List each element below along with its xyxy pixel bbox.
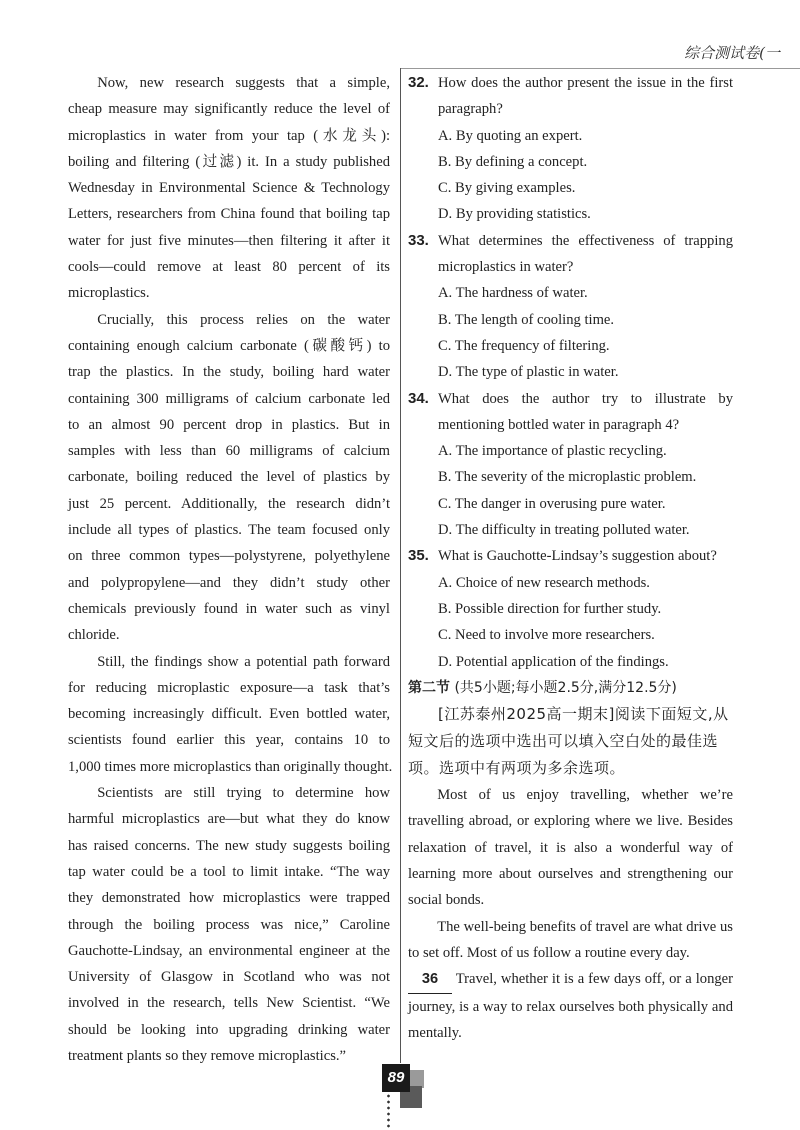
passage-paragraph [68, 649, 393, 780]
passage-line: tap water could be a tool to limit intake. “The way [68, 863, 390, 880]
passage-line: involved in the research, tells New Scientist. “We [68, 995, 390, 1012]
passage-line: and polypropylene—and they didn’t study other [68, 574, 390, 591]
passage-line: University of Glasgow in Scotland who was not [68, 969, 390, 986]
answer-option[interactable]: A. The hardness of water. [438, 285, 588, 302]
question-item [408, 70, 733, 228]
reading-paragraph-3 [408, 966, 733, 1046]
page-number: 89 [382, 1064, 410, 1092]
answer-option[interactable]: B. Possible direction for further study. [438, 600, 662, 617]
answer-option[interactable]: D. By providing statistics. [438, 206, 591, 223]
passage-line: becoming increasingly difficult. Even bottled water, [68, 706, 390, 723]
passage-line: microplastics in water from your tap (水龙头): [68, 127, 390, 144]
passage-line: scientists found earlier this year, contains 10 to [68, 732, 390, 749]
question-item [408, 386, 733, 544]
passage-line: microplastics. [68, 285, 150, 302]
passage-line: just 25 percent. Additionally, the research didn’t [68, 495, 390, 512]
passage-line: samples with less than 60 milligrams of calcium [68, 443, 390, 460]
passage-line: carbonate, boiling reduced the level of plastics by [68, 469, 390, 486]
passage-paragraph [68, 307, 390, 649]
answer-option[interactable]: B. By defining a concept. [438, 153, 588, 170]
passage-line: Still, the findings show a potential path forward [97, 653, 390, 670]
question-number: 34. [408, 389, 429, 407]
passage-line: on three common types—polystyrene, polyethylene [68, 548, 390, 565]
passage-line: Wednesday in Environmental Science & Technology [68, 180, 390, 197]
answer-option[interactable]: A. The importance of plastic recycling. [438, 443, 667, 460]
passage-paragraph [68, 780, 390, 1069]
passage-line: cheap measure may significantly reduce the level of [68, 101, 390, 118]
answer-option[interactable]: D. The type of plastic in water. [438, 364, 619, 381]
question-number: 32. [408, 74, 429, 91]
header-rule [400, 68, 800, 69]
passage-line: cools—could remove at least 80 percent of its [68, 259, 390, 276]
passage-line: through the boiling process was nice,” Caroline [68, 916, 390, 933]
blank-36-text: Travel, whether it is a few days off, or a longer journey, is a way to relax ourselves both physically and mentally. [408, 971, 733, 1041]
question-text-line: mentioning bottled water in paragraph 4? [438, 416, 680, 433]
blank-36[interactable]: 36 [408, 966, 452, 993]
passage-line: Scientists are still trying to determine how [97, 785, 390, 802]
question-stem [408, 228, 733, 281]
answer-option[interactable]: C. Need to involve more researchers. [438, 627, 655, 644]
passage-line: Now, new research suggests that a simple, [97, 75, 390, 91]
passage-line: Letters, researchers from China found that boiling tap [68, 206, 390, 223]
passage-line: harmful microplastics are—but what they do know [68, 811, 390, 828]
section-instructions: [江苏泰州2025高一期末]阅读下面短文,从短文后的选项中选出可以填入空白处的最佳选项。选项中有两项为多余选项。 [408, 705, 729, 778]
passage-line: should be looking into upgrading drinking water [68, 1021, 390, 1038]
question-stem [408, 386, 733, 439]
passage-line: trap the plastics. In the study, boiling hard water [68, 364, 390, 381]
passage-line: chloride. [68, 627, 120, 644]
passage-line: Gauchotte-Lindsay, an environmental engineer at the [68, 942, 390, 959]
question-text-line: What does the author try to illustrate by [438, 390, 733, 407]
question-text-line: microplastics in water? [438, 259, 574, 276]
passage-line: chemicals previously found in water such as vinyl [68, 600, 390, 617]
question-list [408, 70, 733, 675]
column-divider [400, 68, 401, 1063]
passage-line: include all types of plastics. The team focused only [68, 522, 390, 539]
passage-line: Crucially, this process relies on the water [97, 311, 390, 328]
passage-line: treatment plants so they remove microplastics.” [68, 1047, 347, 1064]
question-item [408, 543, 733, 674]
questions-column [408, 70, 733, 1046]
question-text [438, 228, 733, 281]
passage-line: they demonstrated how microplastics were trapped [68, 890, 390, 907]
dotted-line [387, 1093, 390, 1129]
passage-line: boiling and filtering (过滤) it. In a study published [68, 153, 390, 170]
section-title: 第二节 [408, 679, 450, 696]
reading-paragraph-2: The well-being benefits of travel are what drive us to set off. Most of us follow a routine every day. [408, 918, 733, 961]
answer-option[interactable]: B. The severity of the microplastic problem. [438, 469, 697, 486]
passage-line: 1,000 times more microplastics than originally thought. [68, 758, 393, 775]
question-text-line: paragraph? [438, 101, 503, 118]
answer-option[interactable]: A. By quoting an expert. [438, 127, 583, 144]
section-detail: (共5小题;每小题2.5分,满分12.5分) [454, 679, 677, 696]
reading-paragraph-1: Most of us enjoy travelling, whether we’re travelling abroad, or exploring where we live. Besides relaxation of travel, it is also a wonderful way of learning more about ourselves and strengthening our social bonds. [408, 787, 733, 909]
passage-line: water for just five minutes—then filtering it after it [68, 232, 390, 249]
passage-line: for reducing microplastic exposure—a task that’s [68, 679, 390, 696]
passage-column [68, 70, 393, 1069]
passage-line: to an almost 90 percent drop in plastics. But in [68, 416, 390, 433]
question-item [408, 228, 733, 386]
passage-line: containing 300 milligrams of calcium carbonate led [68, 390, 390, 407]
question-text-line: What determines the effectiveness of trapping [438, 232, 733, 249]
answer-option[interactable]: D. Potential application of the findings. [438, 653, 669, 670]
question-number: 33. [408, 231, 429, 249]
answer-option[interactable]: A. Choice of new research methods. [438, 574, 650, 591]
passage-line: containing enough calcium carbonate (碳酸钙) to [68, 337, 390, 354]
question-text [438, 70, 733, 123]
answer-option[interactable]: D. The difficulty in treating polluted water. [438, 522, 690, 539]
question-text-line: What is Gauchotte-Lindsay’s suggestion about? [438, 548, 717, 565]
page-header-title: 综合测试卷(一 [684, 44, 780, 62]
passage-line: has raised concerns. The new study suggests boiling [68, 837, 390, 854]
question-text [438, 386, 733, 439]
question-text [438, 543, 733, 569]
answer-option[interactable]: B. The length of cooling time. [438, 311, 615, 328]
section-heading [408, 675, 733, 701]
question-number: 35. [408, 547, 429, 565]
question-text-line: How does the author present the issue in the first [438, 75, 733, 91]
answer-option[interactable]: C. The danger in overusing pure water. [438, 495, 666, 512]
answer-option[interactable]: C. By giving examples. [438, 180, 576, 197]
answer-option[interactable]: C. The frequency of filtering. [438, 337, 610, 354]
question-stem [408, 70, 733, 123]
passage-paragraph [68, 70, 390, 307]
question-stem [408, 543, 733, 569]
